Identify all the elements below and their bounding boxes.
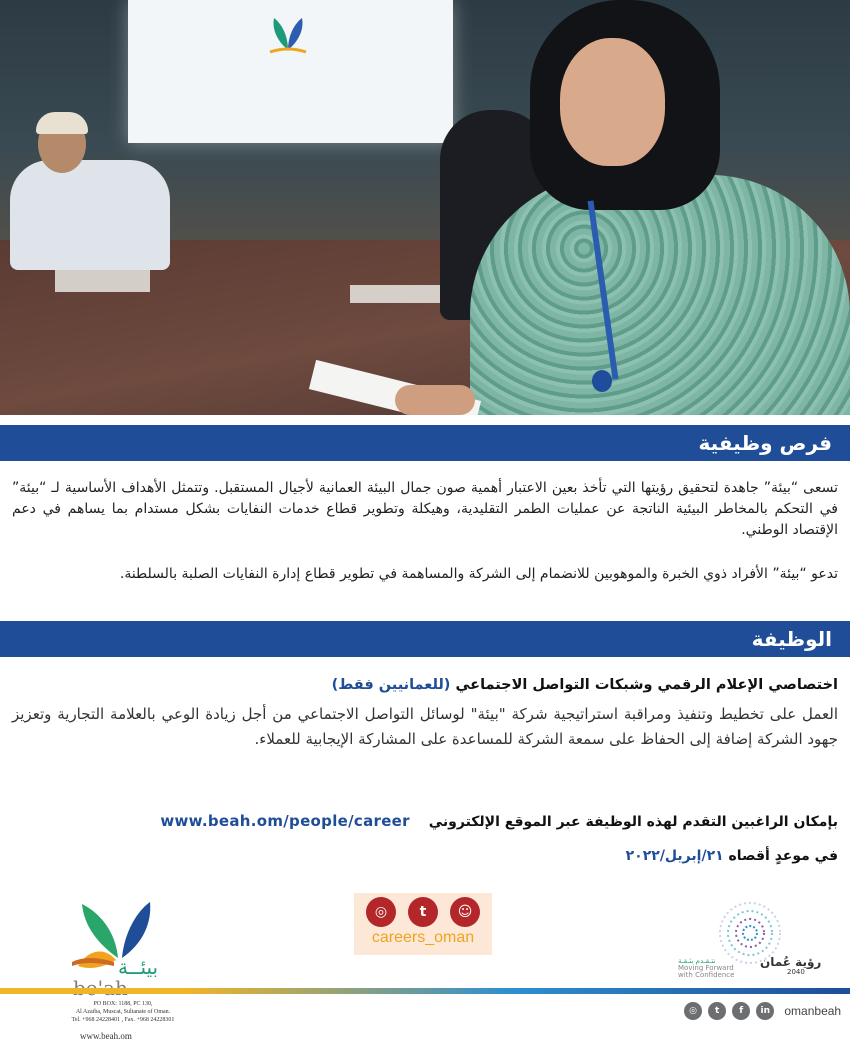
job-description: العمل على تخطيط وتنفيذ ومراقبة استراتيجية شركة "بيئة" لوسائل التواصل الاجتماعي من أجل زيادة الوعي بالعلامة التجارية وتعزيز جهود الشركة إضافة إلى الحفاظ على سمعة الشركة للمساعدة على المشاركة الإيجابية للعملاء. [12,705,838,748]
snapchat-icon[interactable]: ☺ [450,897,480,927]
job-title [12,674,838,696]
vision-name: رؤية عُمان [760,955,822,969]
intro-paragraph: تسعى “بيئة” جاهدة لتحقيق رؤيتها التي تأخذ بعين الاعتبار أهمية صون جمال البيئة العمانية لأجيال المستقبل. وتتمثل الأهداف الأساسية لـ “بيئة” في التحكم بالمخاطر البيئية الناتجة عن عمليات الطمر التقليدية، وهيكلة وتطوير قطاع خدمات النفايات بشكل مستدام بما يساهم في دعم الإقتصاد الوطني. [12,480,838,538]
facebook-icon[interactable]: f [732,1002,750,1020]
address-line: Al Azaiba, Muscat, Sultanate of Oman. [75,1009,171,1015]
address-line: Tel. +968 24228401 , Fax. +968 24228301 [71,1017,175,1023]
apply-text: بإمكان الراغبين التقدم لهذه الوظيفة عبر الموقع الإلكتروني [428,814,838,830]
person-background [10,160,170,270]
presentation-screen [128,0,453,143]
deadline-prefix: في موعدٍ أقصاه [728,848,838,864]
job-title-text: اختصاصي الإعلام الرقمي وشبكات التواصل الاجتماعي [455,677,838,693]
invite-paragraph: تدعو “بيئة” الأفراد ذوي الخبرة والموهوبين للانضمام إلى الشركة والمساهمة في تطوير قطاع إدارة النفايات الصلبة بالسلطنة. [119,566,838,582]
vision-tagline-ar: نتـقـدم بثـقـة [678,957,716,965]
deadline-line [626,848,838,864]
brand-name-ar: بيئــة [118,955,159,979]
section-heading: فرص وظيفية [698,431,832,455]
address [58,1000,188,1024]
address-line: PO BOX: 1188, PC 130, [93,1001,153,1007]
vision-tagline-en: Moving Forward [678,964,734,972]
deadline-date: ٢١/إبريل/٢٠٢٢ [625,848,724,864]
person-foreground [470,175,850,415]
hero-photo [0,0,850,415]
section-heading-bar [0,621,850,657]
apply-line [160,812,838,830]
section-heading-bar [0,425,850,461]
vision-year: 2040 [787,968,805,976]
vision-tagline [678,958,734,979]
instagram-icon[interactable]: ◎ [684,1002,702,1020]
hand [395,385,475,415]
footer-divider [0,988,850,994]
linkedin-icon[interactable]: in [756,1002,774,1020]
twitter-icon[interactable]: t [408,897,438,927]
footer-social [684,1000,841,1022]
brand-website[interactable]: www.beah.om [80,1031,132,1041]
careers-social-box [354,893,492,955]
twitter-icon[interactable]: t [708,1002,726,1020]
person-cap [36,112,88,134]
section-heading: الوظيفة [751,627,832,651]
careers-link[interactable]: www.beah.om/people/career [160,812,410,830]
face [560,38,665,166]
job-eligibility-note: (للعمانيين فقط) [331,677,451,693]
instagram-icon[interactable]: ◎ [366,897,396,927]
careers-handle[interactable]: careers_oman [371,929,475,946]
vision-tagline-en: with Confidence [678,971,735,979]
screen-logo-icon [258,10,318,60]
social-handle[interactable]: omanbeah [784,1003,842,1018]
badge-icon [592,370,612,392]
